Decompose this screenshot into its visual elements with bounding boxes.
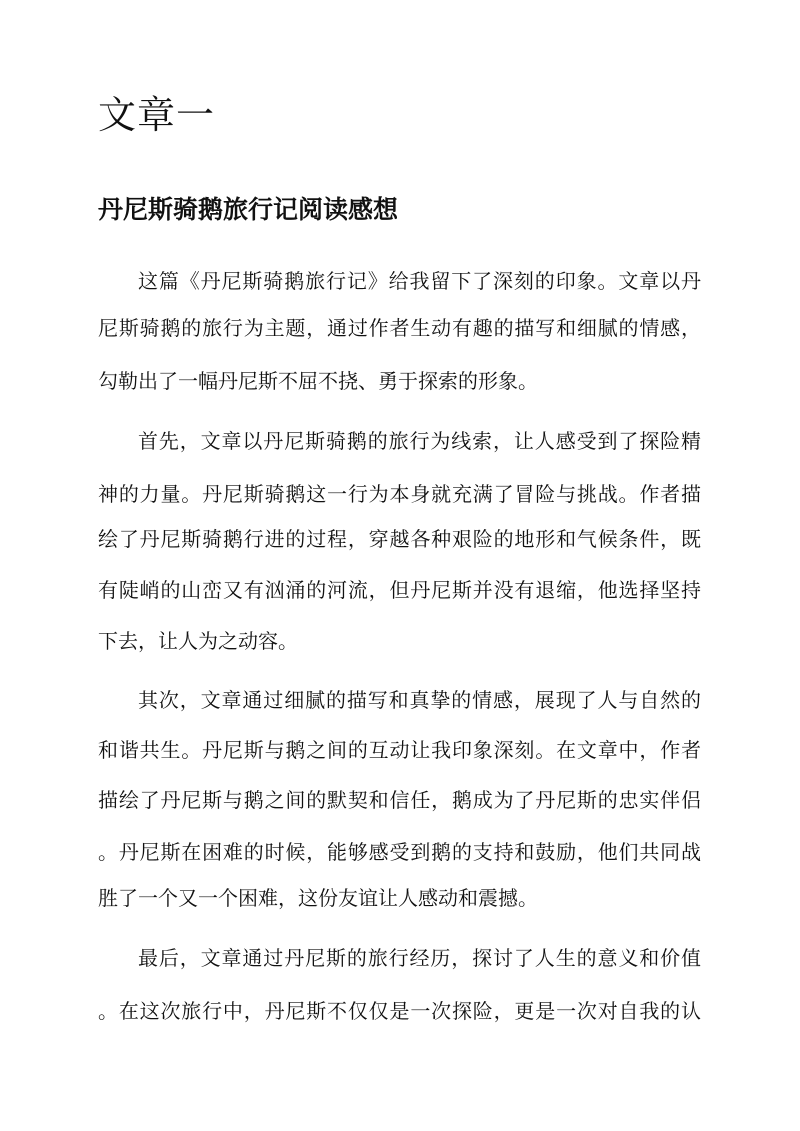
paragraph-line: 。丹尼斯在困难的时候，能够感受到鹅的支持和鼓励，他们共同战 [98,840,701,864]
paragraph-line: 胜了一个又一个困难，这份友谊让人感动和震撼。 [98,886,538,910]
paragraph-line: 其次，文章通过细腻的描写和真挚的情感，展现了人与自然的 [138,688,701,712]
paragraph-line: 有陡峭的山峦又有汹涌的河流，但丹尼斯并没有退缩，他选择坚持 [98,578,701,602]
paragraph-line: 勾勒出了一幅丹尼斯不屈不挠、勇于探索的形象。 [98,369,538,393]
paragraph-line: 描绘了丹尼斯与鹅之间的默契和信任，鹅成为了丹尼斯的忠实伴侣 [98,788,701,812]
paragraph-line: 。在这次旅行中，丹尼斯不仅仅是一次探险，更是一次对自我的认 [98,999,701,1023]
paragraph-line: 尼斯骑鹅的旅行为主题，通过作者生动有趣的描写和细腻的情感， [98,316,701,340]
paragraph-line: 这篇《丹尼斯骑鹅旅行记》给我留下了深刻的印象。文章以丹 [138,269,701,293]
article-title: 丹尼斯骑鹅旅行记阅读感想 [98,195,399,224]
paragraph-line: 最后，文章通过丹尼斯的旅行经历，探讨了人生的意义和价值 [138,946,701,970]
document-title: 文章一 [98,93,216,137]
paragraph-line: 绘了丹尼斯骑鹅行进的过程，穿越各种艰险的地形和气候条件，既 [98,527,701,551]
paragraph-line: 和谐共生。丹尼斯与鹅之间的互动让我印象深刻。在文章中，作者 [98,738,701,762]
paragraph-line: 首先，文章以丹尼斯骑鹅的旅行为线索，让人感受到了探险精 [138,429,701,453]
paragraph-line: 神的力量。丹尼斯骑鹅这一行为本身就充满了冒险与挑战。作者描 [98,482,701,506]
paragraph-line: 下去，让人为之动容。 [98,629,298,653]
